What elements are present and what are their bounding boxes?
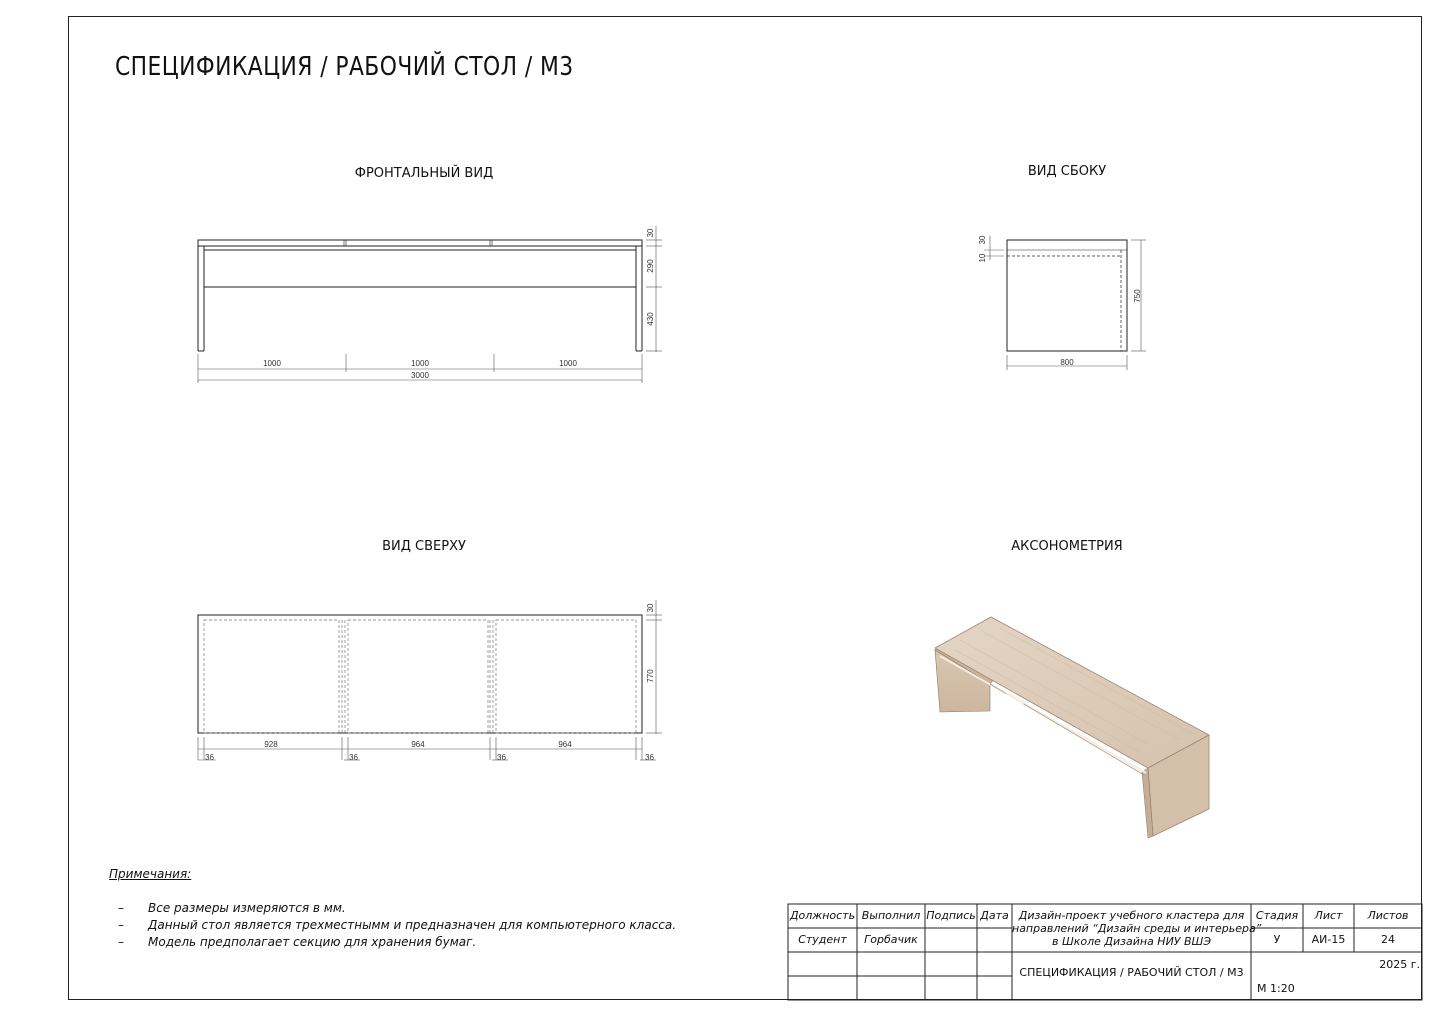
top-dim-964-a: 964	[411, 740, 425, 749]
notes-heading: Примечания:	[109, 867, 192, 881]
stamp-stage: У	[1273, 933, 1281, 946]
axonometry-label: АКСОНОМЕТРИЯ	[1011, 539, 1123, 554]
front-view-label: ФРОНТАЛЬНЫЙ ВИД	[354, 166, 494, 181]
top-dim-964-b: 964	[558, 740, 572, 749]
top-dimensions	[198, 600, 662, 760]
stamp-sheet-title: СПЕЦИФИКАЦИЯ / РАБОЧИЙ СТОЛ / М3	[1019, 966, 1244, 979]
stamp-header-sign: Подпись	[926, 909, 976, 922]
stamp-project: Дизайн-проект учебного кластера для направлений “Дизайн среды и интерьера” в Школе Дизайна НИУ ВШЭ	[1012, 909, 1262, 948]
front-dim-1000-c: 1000	[559, 359, 577, 368]
side-dim-10: 10	[978, 253, 987, 263]
top-dim-770: 770	[646, 669, 655, 683]
stamp-sheet: АИ-15	[1311, 933, 1346, 946]
note-item: – Данный стол является трехместнымм и предназначен для компьютерного класса.	[118, 918, 677, 932]
side-dim-800: 800	[1060, 358, 1074, 367]
top-outline	[198, 615, 642, 733]
top-dim-36-b: 36	[349, 753, 358, 762]
stamp-header-stage: Стадия	[1255, 909, 1299, 922]
stamp-year: 2025 г.	[1379, 958, 1420, 971]
front-dim-430: 430	[646, 312, 655, 326]
top-view-label: ВИД СВЕРХУ	[382, 539, 466, 554]
front-dimension-texts	[263, 228, 655, 380]
front-dim-30: 30	[646, 228, 655, 238]
front-view-drawing	[198, 240, 642, 351]
note-item: – Модель предполагает секцию для хранения бумаг.	[118, 935, 477, 949]
side-view-label: ВИД СБОКУ	[1027, 164, 1107, 179]
side-view-drawing	[1007, 240, 1127, 351]
top-dim-36-a: 36	[205, 753, 214, 762]
top-view-drawing	[198, 615, 642, 733]
stamp-header-done: Выполнил	[861, 909, 921, 922]
stamp-position: Студент	[798, 933, 847, 946]
stamp-sheets: 24	[1381, 933, 1395, 946]
top-dim-36-d: 36	[645, 753, 654, 762]
stamp-header-sheet: Лист	[1314, 909, 1343, 922]
top-dimension-texts	[205, 603, 655, 762]
side-dim-750: 750	[1133, 289, 1142, 303]
front-dim-1000-a: 1000	[263, 359, 281, 368]
side-dim-30: 30	[978, 235, 987, 245]
front-dim-290: 290	[646, 259, 655, 273]
stamp-header-sheets: Листов	[1367, 909, 1409, 922]
front-dim-1000-b: 1000	[411, 359, 429, 368]
side-dimension-texts	[978, 235, 1142, 367]
stamp-scale: М 1:20	[1257, 982, 1295, 995]
note-item: – Все размеры измеряются в мм.	[118, 901, 346, 915]
stamp-header-date: Дата	[980, 909, 1009, 922]
page-title: СПЕЦИФИКАЦИЯ / РАБОЧИЙ СТОЛ / М3	[115, 52, 574, 82]
top-dim-928: 928	[264, 740, 278, 749]
top-dim-36-c: 36	[497, 753, 506, 762]
front-dim-3000: 3000	[411, 371, 429, 380]
front-tabletop	[198, 240, 642, 246]
side-outline	[1007, 240, 1127, 351]
stamp-author: Горбачик	[864, 933, 918, 946]
axonometry-table	[935, 617, 1209, 838]
notes-list	[118, 900, 676, 951]
title-block	[788, 904, 1422, 1000]
stamp-header-position: Должность	[789, 909, 856, 922]
top-dim-30: 30	[646, 603, 655, 613]
